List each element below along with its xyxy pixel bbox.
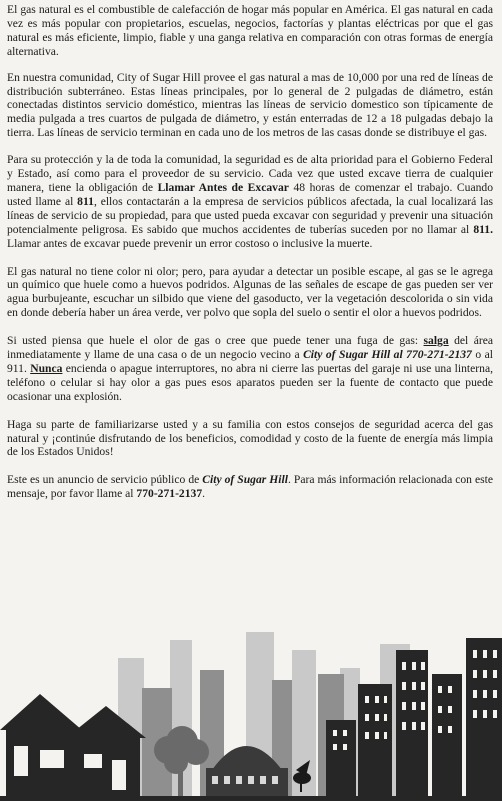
paragraph-leak-action — [7, 334, 493, 404]
text-run: del área inmediatamente y llame de una casa o de un negocio vecino a — [7, 334, 493, 362]
text-run: . — [202, 487, 206, 501]
document-body — [7, 3, 493, 514]
text-run: . Para más información relacionada con este mensaje, por favor llame al — [7, 473, 493, 501]
text-run: 48 horas de comenzar el trabajo. Cuando usted llame al — [7, 180, 493, 208]
text-run: , ellos contactarán a la empresa de servicios públicos afectada, la cual localizará las líneas de servicio de su propiedad, para que usted pueda excavar con seguridad y prevenir una situación potencialmente peligrosa. Es sabido que muchos accidentes de tuberías suceden por no llamar al — [7, 194, 493, 236]
text-run: Llamar antes de excavar puede prevenir un error costoso o inclusive la muerte. — [7, 236, 373, 250]
sugar-hill-phone-emphasis: City of Sugar Hill al 770-271-2137 — [303, 348, 472, 362]
leave-emphasis: salga — [423, 334, 449, 348]
text-run: Para su protección y la de toda la comunidad, la seguridad es de alta prioridad para el Gobierno Federal y Estado, así como para el proveedor de su servicio. Cada vez que usted excave tierra de cualquier manera, tiene la obligación de — [7, 153, 493, 194]
paragraph-intro: El gas natural es el combustible de calefacción de hogar más popular en América. El gas natural en cada vez es más popular con propietarios, escuelas, negocios, factorías y plantas eléctricas por que el gas natural es más eficiente, limpio, fiable y una ganga relativa en comparación con otras formas de energía alternativa. — [7, 3, 493, 58]
contact-phone: 770-271-2137 — [136, 487, 203, 501]
text-run: o al 911. — [7, 348, 493, 375]
number-811: 811. — [473, 222, 493, 236]
call-before-dig-emphasis: Llamar Antes de Excavar — [157, 180, 289, 194]
city-name-emphasis: City of Sugar Hill — [202, 473, 288, 487]
paragraph-call-before-dig — [7, 153, 493, 250]
city-skyline-illustration — [0, 610, 502, 801]
number-811: 811 — [77, 194, 94, 208]
paragraph-community: En nuestra comunidad, City of Sugar Hill provee el gas natural a mas de 10,000 por una red de líneas de distribución subterráneo. Estas líneas principales, por lo general de 2 pulgadas de diámetro, están conectadas distintos servicio doméstico, mientras las líneas de servicio domestico son típicamente de media pulgada a tres cuartos de pulgada de diámetro, y están enterradas de 12 a 18 pulgadas debajo la tierra. Las líneas de servicio terminan en cada uno de los metros de las casas donde se distribuye el gas. — [7, 70, 493, 140]
text-run: Este es un anuncio de servicio público de — [7, 473, 203, 487]
paragraph-leak-signs: El gas natural no tiene color ni olor; pero, para ayudar a detectar un posible escape, al gas se le agrega un químico que huele como a huevos podridos. Algunas de las señales de escape de gas pueden ser ver agua burbujeante, escuchar un silbido que viene del gasoducto, ver la vegetación descolorida o sin vida en donde debería haber un área verde, ver polvo que sopla del suelo o sentir el olor a huevos podridos. — [7, 264, 493, 320]
text-run: encienda o apague interruptores, no abra ni cierre las puertas del garaje ni use una linterna, teléfono o celular si hay olor a gas pues esos aparatos pueden ser la fuente de contacto que puede ocasionar una explosión. — [7, 361, 493, 403]
text-run: Si usted piensa que huele el olor de gas o cree que puede tener una fuga de gas: — [7, 334, 424, 348]
ground-line — [0, 796, 502, 801]
never-emphasis: Nunca — [30, 361, 63, 375]
paragraph-family-tips: Haga su parte de familiarizarse usted y a su familia con estos consejos de seguridad acerca del gas natural y ¡continúe disfrutando de los beneficios, comodidad y costo de la fuente de energía más limpia de los Estados Unidos! — [7, 417, 493, 459]
paragraph-psa — [7, 473, 493, 501]
